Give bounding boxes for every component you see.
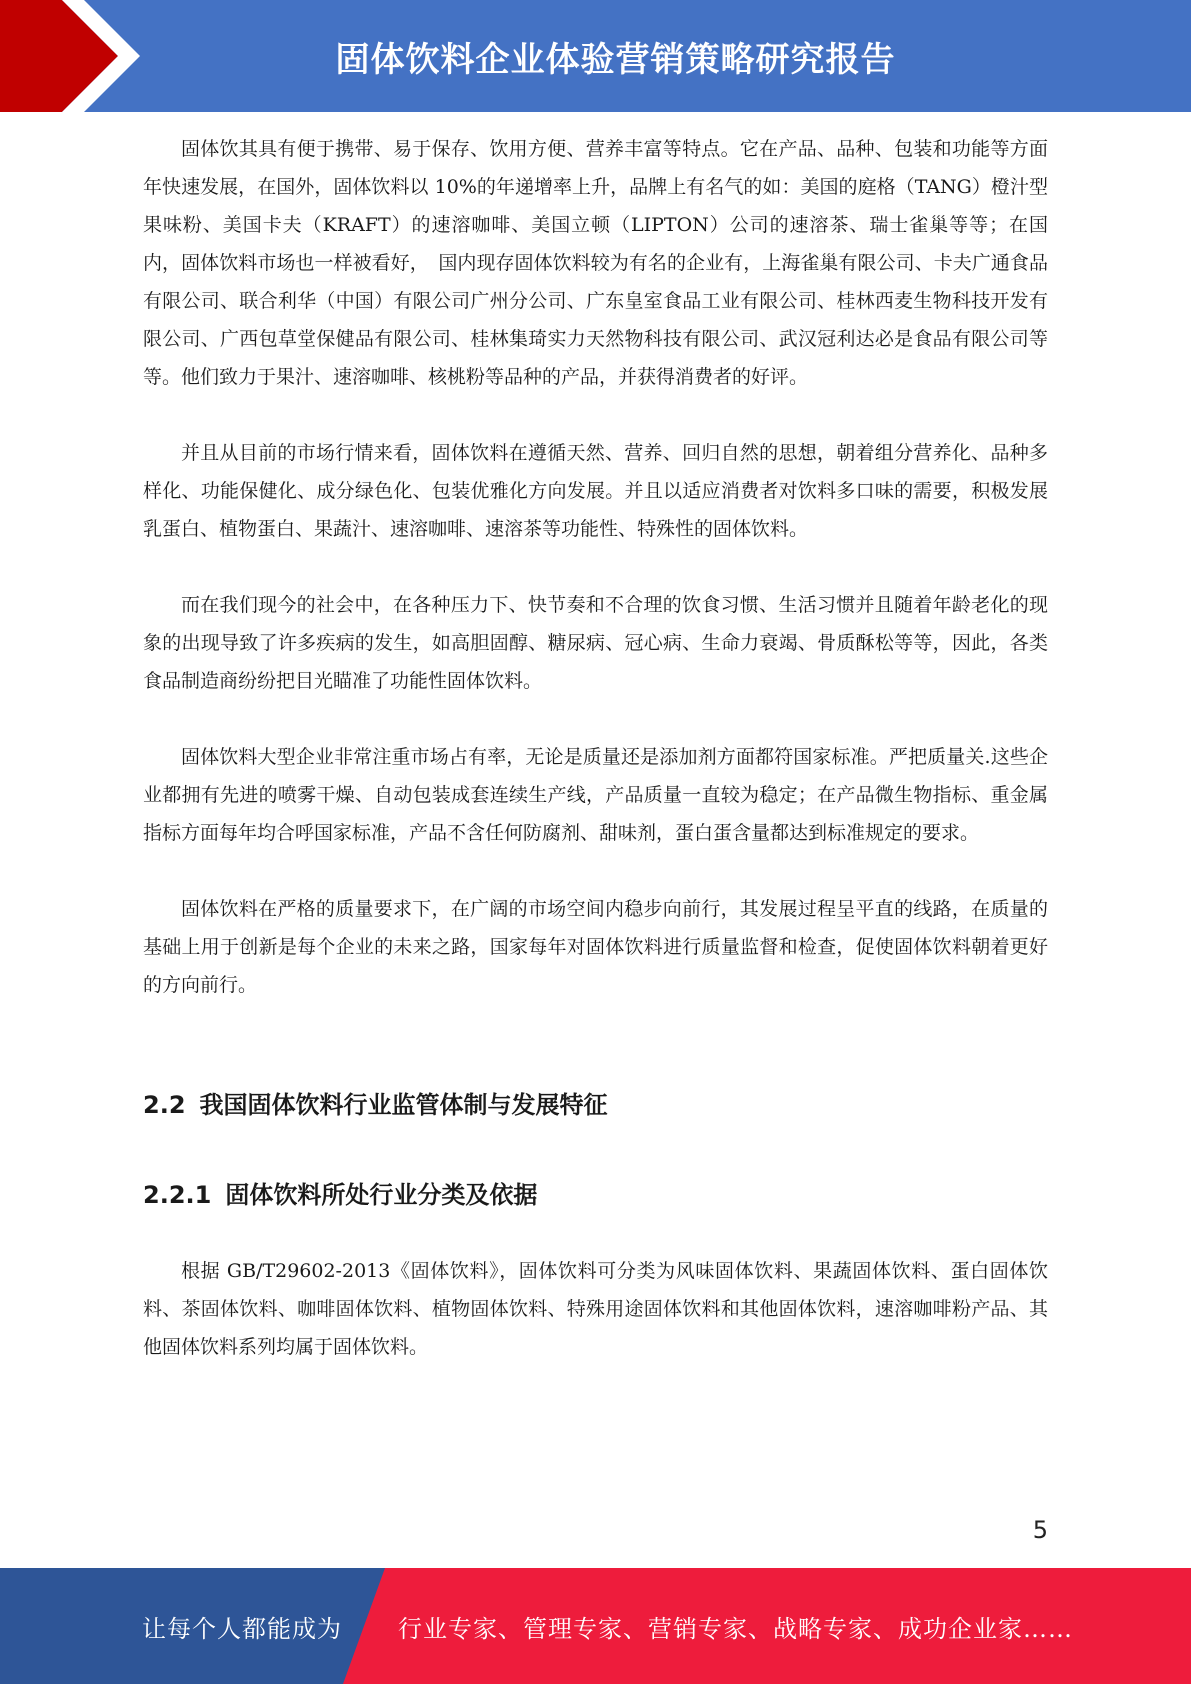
header-arrow-decoration: [0, 0, 160, 112]
body-paragraph: 固体饮料大型企业非常注重市场占有率，无论是质量还是添加剂方面都符国家标准。严把质量关.这些企业都拥有先进的喷雾干燥、自动包装成套连续生产线，产品质量一直较为稳定；在产品微生物指标、重金属指标方面每年均合呼国家标准，产品不含任何防腐剂、甜味剂，蛋白蛋含量都达到标准规定的要求。: [143, 746, 1048, 844]
section-heading-2-2-1: [143, 1178, 1048, 1212]
section-title: 固体饮料所处行业分类及依据: [225, 1181, 538, 1209]
page-header: [0, 0, 1191, 112]
page-footer: [0, 1568, 1191, 1684]
body-paragraph: 并且从目前的市场行情来看，固体饮料在遵循天然、营养、回归自然的思想，朝着组分营养化、品种多样化、功能保健化、成分绿色化、包装优雅化方向发展。并且以适应消费者对饮料多口味的需要，积极发展乳蛋白、植物蛋白、果蔬汁、速溶咖啡、速溶茶等功能性、特殊性的固体饮料。: [143, 442, 1048, 540]
footer-slogan-right: 行业专家、管理专家、营销专家、战略专家、成功企业家……: [398, 1614, 1073, 1643]
body-paragraph: 固体饮其具有便于携带、易于保存、饮用方便、营养丰富等特点。它在产品、品种、包装和功能等方面年快速发展，在国外，固体饮料以 10%的年递增率上升，品牌上有名气的如：美国的庭格（TANG）橙汁型果味粉、美国卡夫（KRAFT）的速溶咖啡、美国立顿（LIPTON）公司的速溶茶、瑞士雀巢等等；在国内，固体饮料市场也一样被看好， 国内现存固体饮料较为有名的企业有，上海雀巢有限公司、卡夫广通食品有限公司、联合利华（中国）有限公司广州分公司、广东皇室食品工业有限公司、桂林西麦生物科技开发有限公司、广西包草堂保健品有限公司、桂林集琦实力天然物科技有限公司、武汉冠利达必是食品有限公司等等。他们致力于果汁、速溶咖啡、核桃粉等品种的产品，并获得消费者的好评。: [143, 138, 1048, 388]
section-title: 我国固体饮料行业监管体制与发展特征: [199, 1091, 608, 1119]
body-paragraph: 固体饮料在严格的质量要求下，在广阔的市场空间内稳步向前行，其发展过程呈平直的线路，在质量的基础上用于创新是每个企业的未来之路，国家每年对固体饮料进行质量监督和检查，促使固体饮料朝着更好的方向前行。: [143, 898, 1048, 996]
section-number: 2.2: [143, 1091, 186, 1119]
document-body: [143, 130, 1048, 1366]
section-heading-2-2: [143, 1088, 1048, 1122]
section-number: 2.2.1: [143, 1181, 212, 1209]
body-paragraph: 根据 GB/T29602-2013《固体饮料》，固体饮料可分类为风味固体饮料、果蔬固体饮料、蛋白固体饮料、茶固体饮料、咖啡固体饮料、植物固体饮料、特殊用途固体饮料和其他固体饮料，速溶咖啡粉产品、其他固体饮料系列均属于固体饮料。: [143, 1260, 1048, 1358]
page-number: 5: [1032, 1516, 1048, 1544]
footer-slogan-left: 让每个人都能成为: [142, 1614, 342, 1643]
report-title: 固体饮料企业体验营销策略研究报告: [335, 39, 896, 80]
body-paragraph: 而在我们现今的社会中，在各种压力下、快节奏和不合理的饮食习惯、生活习惯并且随着年龄老化的现象的出现导致了许多疾病的发生，如高胆固醇、糖尿病、冠心病、生命力衰竭、骨质酥松等等，因此，各类食品制造商纷纷把目光瞄准了功能性固体饮料。: [143, 594, 1048, 692]
